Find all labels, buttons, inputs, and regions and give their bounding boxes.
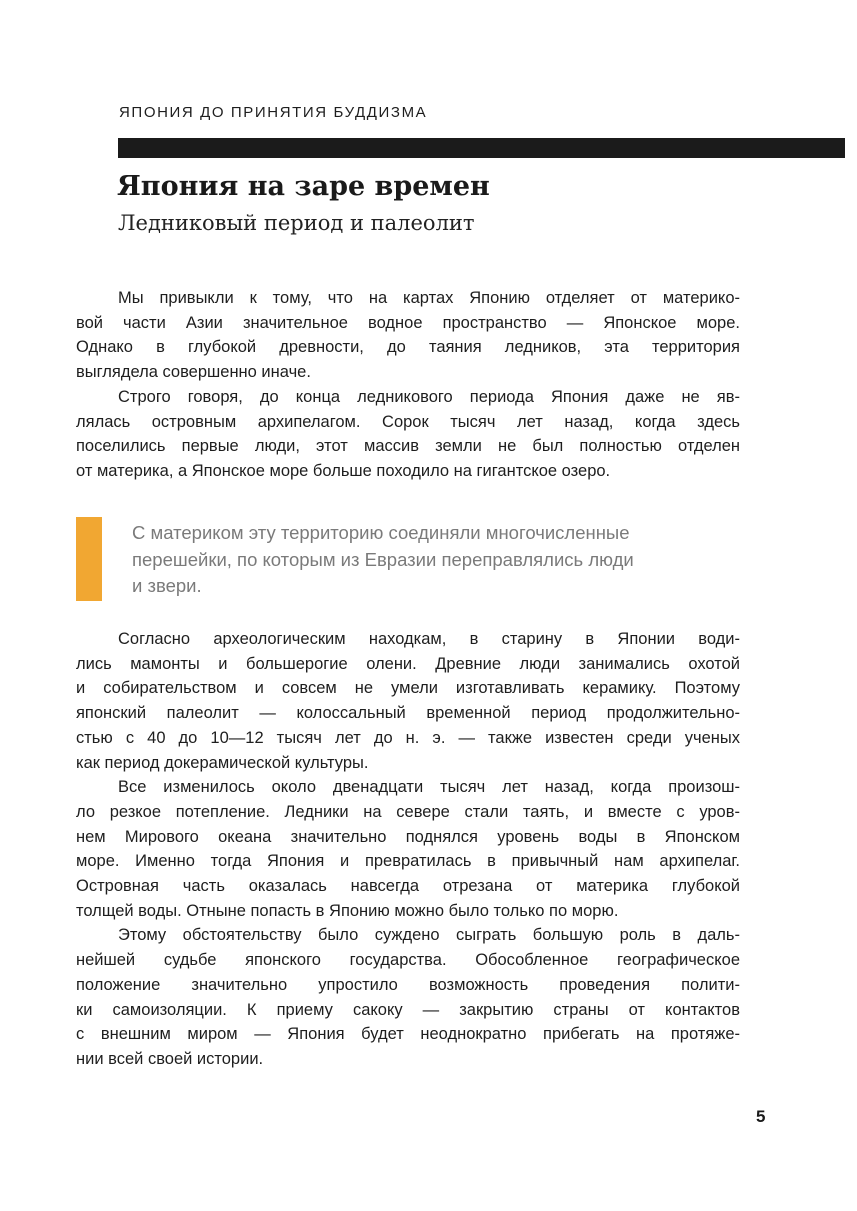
- page-number: 5: [756, 1107, 766, 1126]
- quote-text: [132, 520, 732, 600]
- text-line: нейшей судьбе японского государства. Обособленное географическое: [76, 951, 740, 970]
- body-text-main: [76, 627, 740, 1072]
- running-head: ЯПОНИЯ ДО ПРИНЯТИЯ БУДДИЗМА: [119, 104, 428, 121]
- text-line: толщей воды. Отныне попасть в Японию можно было только по морю.: [76, 901, 619, 920]
- text-line: Строго говоря, до конца ледникового периода Япония даже не яв-: [118, 387, 740, 406]
- paragraph: [76, 286, 740, 385]
- text-line: поселились первые люди, этот массив земли не был полностью отделен: [76, 437, 740, 456]
- text-line: Этому обстоятельству было суждено сыграть большую роль в даль-: [118, 926, 740, 945]
- text-line: от материка, а Японское море больше походило на гигантское озеро.: [76, 461, 611, 480]
- text-line: Островная часть оказалась навсегда отрезана от материка глубокой: [76, 877, 740, 896]
- header-bar: [118, 138, 845, 158]
- text-line: нии всей своей истории.: [76, 1049, 264, 1068]
- pull-quote: [76, 517, 716, 601]
- text-line: Однако в глубокой древности, до таяния ледников, эта территория: [76, 338, 740, 357]
- chapter-subtitle: Ледниковый период и палеолит: [118, 211, 475, 235]
- text-line: лись мамонты и большерогие олени. Древние люди занимались охотой: [76, 654, 740, 673]
- text-line: вой части Азии значительное водное пространство — Японское море.: [76, 313, 740, 332]
- text-line: ло резкое потепление. Ледники на севере стали таять, и вместе с уров-: [76, 802, 740, 821]
- paragraph: [76, 627, 740, 775]
- text-line: Все изменилось около двенадцати тысяч лет назад, когда произош-: [118, 778, 740, 797]
- paragraph: [76, 775, 740, 923]
- text-line: Согласно археологическим находкам, в старину в Японии води-: [118, 630, 740, 648]
- text-line: стью с 40 до 10—12 тысяч лет до н. э. — также известен среди ученых: [76, 728, 740, 747]
- paragraph: [76, 385, 740, 484]
- text-line: нем Мирового океана значительно поднялся уровень воды в Японском: [76, 827, 740, 846]
- text-line: как период докерамической культуры.: [76, 753, 369, 772]
- quote-line: перешейки, по которым из Евразии переправлялись люди: [132, 548, 634, 570]
- text-line: с внешним миром — Япония будет неоднократно прибегать на протяже-: [76, 1025, 740, 1044]
- text-line: ки самоизоляции. К приему сакоку — закрытию страны от контактов: [76, 1000, 740, 1019]
- text-line: море. Именно тогда Япония и превратилась в привычный нам архипелаг.: [76, 852, 740, 871]
- chapter-title: Япония на заре времен: [117, 171, 490, 202]
- quote-accent-bar: [76, 517, 102, 601]
- text-line: Мы привыкли к тому, что на картах Японию отделяет от материко-: [118, 289, 740, 307]
- text-line: лялась островным архипелагом. Сорок тысяч лет назад, когда здесь: [76, 412, 740, 431]
- quote-line: и звери.: [132, 575, 202, 596]
- text-line: японский палеолит — колоссальный временной период продолжительно-: [76, 704, 740, 723]
- quote-line: С материком эту территорию соединяли многочисленные: [132, 522, 630, 543]
- paragraph: [76, 923, 740, 1071]
- text-line: и собирательством и совсем не умели изготавливать керамику. Поэтому: [76, 679, 740, 698]
- body-text-intro: [76, 286, 740, 484]
- text-line: положение значительно упростило возможность проведения полити-: [76, 975, 740, 994]
- text-line: выглядела совершенно иначе.: [76, 363, 311, 382]
